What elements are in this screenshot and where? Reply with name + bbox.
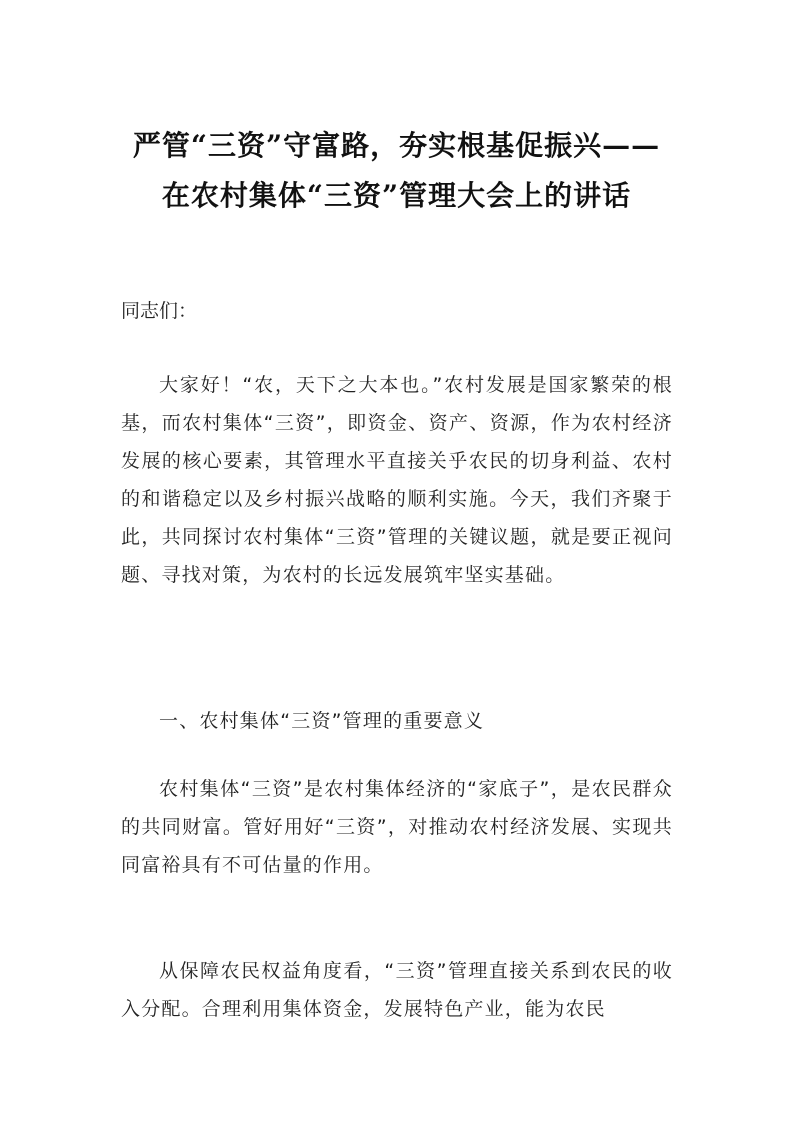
section-heading-1: 一、农村集体“三资”管理的重要意义	[159, 710, 485, 732]
section-1-paragraph-2: 从保障农民权益角度看，“三资”管理直接关系到农民的收入分配。合理利用集体资金，发展特色产业，能为农民	[121, 960, 673, 1020]
document-title-line-2: 在农村集体“三资”管理大会上的讲话	[161, 179, 632, 212]
document-title-line-1: 严管“三资”守富路，夯实根基促振兴——	[132, 129, 661, 162]
section-1-paragraph-1: 农村集体“三资”是农村集体经济的“家底子”，是农民群众的共同财富。管好用好“三资”，对推动农村经济发展、实现共同富裕具有不可估量的作用。	[121, 778, 673, 876]
intro-paragraph: 大家好！“农，天下之大本也。”农村发展是国家繁荣的根基，而农村集体“三资”，即资金、资产、资源，作为农村经济发展的核心要素，其管理水平直接关乎农民的切身利益、农村的和谐稳定以及乡村振兴战略的顺利实施。今天，我们齐聚于此，共同探讨农村集体“三资”管理的关键议题，就是要正视问题、寻找对策，为农村的长远发展筑牢坚实基础。	[121, 374, 673, 586]
salutation: 同志们：	[121, 300, 198, 322]
